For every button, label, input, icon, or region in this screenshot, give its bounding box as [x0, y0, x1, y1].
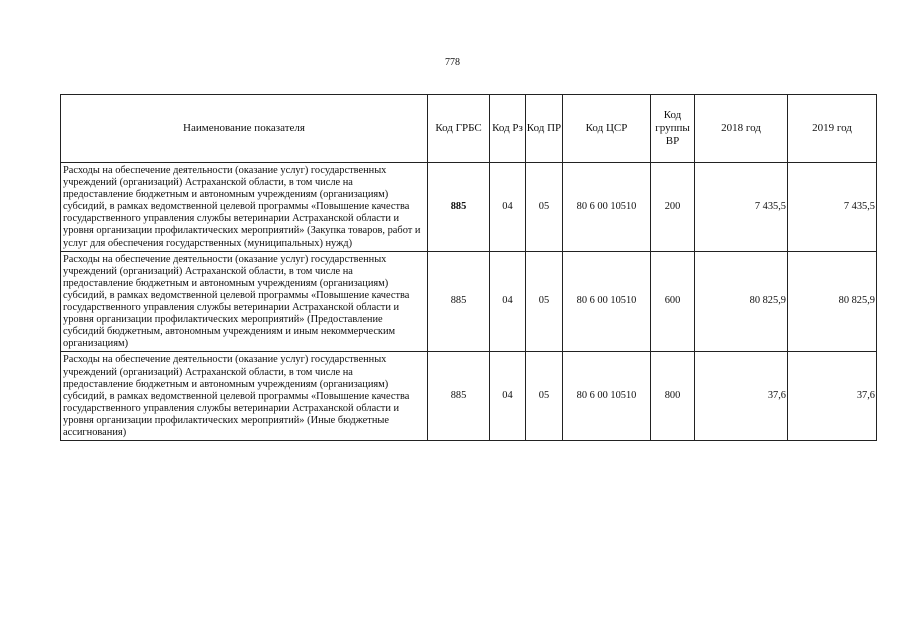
row-grbs: 885 [428, 251, 490, 352]
page-number: 778 [445, 57, 460, 68]
row-pr: 05 [526, 163, 563, 252]
row-pr: 05 [526, 251, 563, 352]
header-2018: 2018 год [695, 95, 788, 163]
row-2019: 80 825,9 [788, 251, 877, 352]
header-csr: Код ЦСР [563, 95, 651, 163]
row-vr: 600 [651, 251, 695, 352]
row-grbs: 885 [428, 352, 490, 441]
header-name: Наименование показателя [61, 95, 428, 163]
table-row [61, 251, 877, 352]
row-2018: 7 435,5 [695, 163, 788, 252]
row-pr: 05 [526, 352, 563, 441]
table-header-row [61, 95, 877, 163]
row-name: Расходы на обеспечение деятельности (оказание услуг) государственных учреждений (организаций) Астраханской области, в том числе на предоставление бюджетным и автономным учреждениям (организациям) субсидий, в рамках ведомственной целевой программы «Повышение качества государственного управления службы ветеринарии Астраханской области и уровня организации профилактических мероприятий» (Предоставление субсидий бюджетным, автономным учреждениям и иным некоммерческим организациям) [61, 251, 428, 352]
header-rz: Код Рз [490, 95, 526, 163]
row-name: Расходы на обеспечение деятельности (оказание услуг) государственных учреждений (организаций) Астраханской области, в том числе на предоставление бюджетным и автономным учреждениям (организациям) субсидий, в рамках ведомственной целевой программы «Повышение качества государственного управления службы ветеринарии Астраханской области и уровня организации профилактических мероприятий» (Закупка товаров, работ и услуг для обеспечения государственных (муниципальных) нужд) [61, 163, 428, 252]
row-grbs: 885 [428, 163, 490, 252]
header-2019: 2019 год [788, 95, 877, 163]
row-rz: 04 [490, 163, 526, 252]
row-vr: 800 [651, 352, 695, 441]
row-name: Расходы на обеспечение деятельности (оказание услуг) государственных учреждений (организаций) Астраханской области, в том числе на предоставление бюджетным и автономным учреждениям (организациям) субсидий, в рамках ведомственной целевой программы «Повышение качества государственного управления службы ветеринарии Астраханской области и уровня организации профилактических мероприятий» (Иные бюджетные ассигнования) [61, 352, 428, 441]
row-vr: 200 [651, 163, 695, 252]
table-row [61, 163, 877, 252]
row-csr: 80 6 00 10510 [563, 163, 651, 252]
row-rz: 04 [490, 352, 526, 441]
table-row [61, 352, 877, 441]
header-pr: Код ПР [526, 95, 563, 163]
header-vr: Код группы ВР [651, 95, 695, 163]
row-2019: 7 435,5 [788, 163, 877, 252]
row-2019: 37,6 [788, 352, 877, 441]
row-csr: 80 6 00 10510 [563, 352, 651, 441]
row-2018: 37,6 [695, 352, 788, 441]
row-csr: 80 6 00 10510 [563, 251, 651, 352]
row-2018: 80 825,9 [695, 251, 788, 352]
budget-table [60, 94, 877, 441]
row-rz: 04 [490, 251, 526, 352]
header-grbs: Код ГРБС [428, 95, 490, 163]
